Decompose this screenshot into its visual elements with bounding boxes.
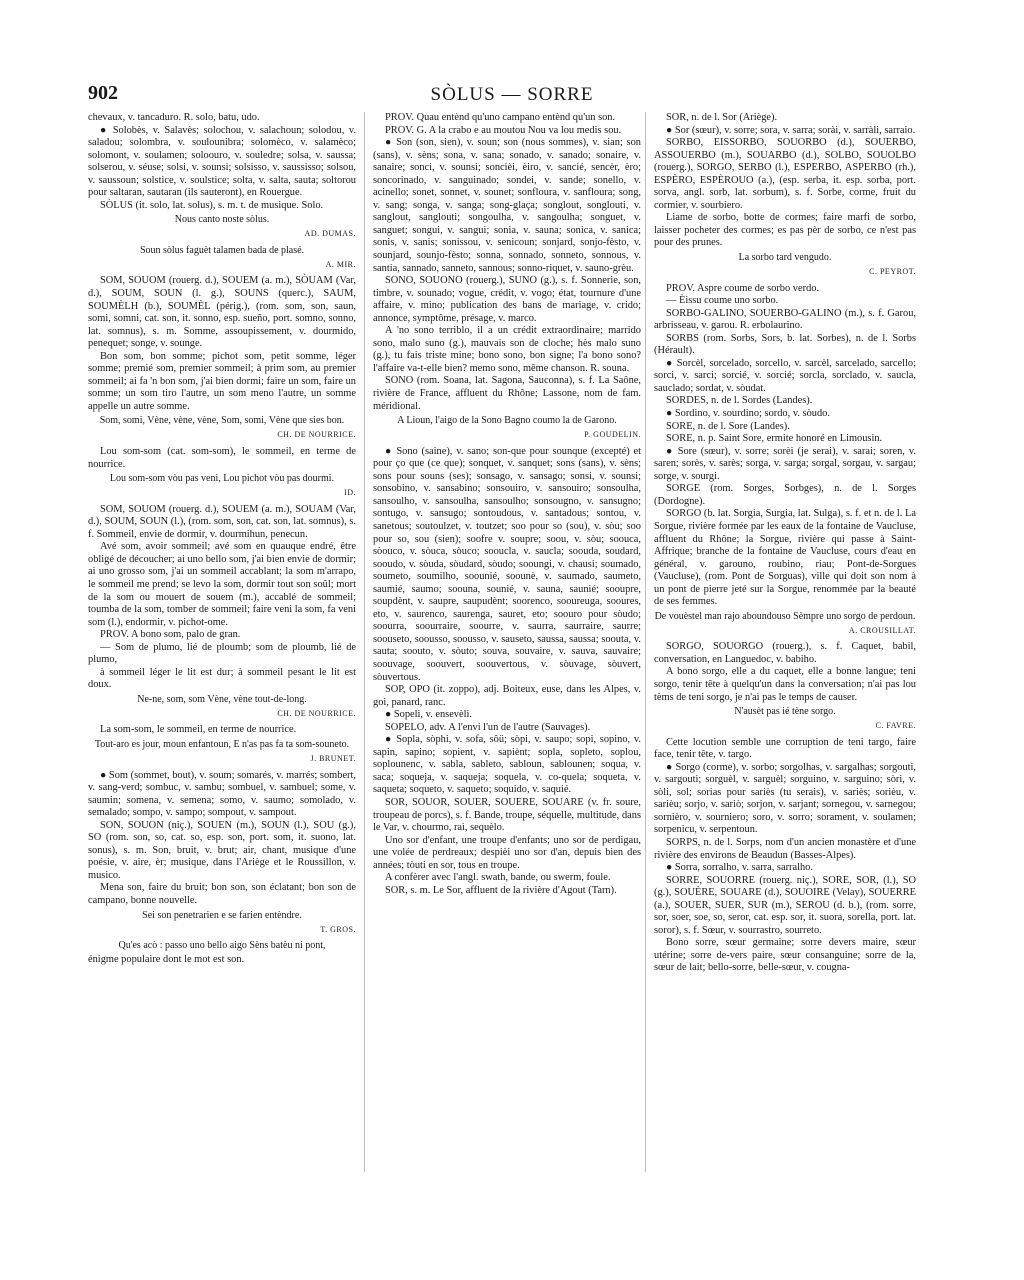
dictionary-entry: SOPELO, adv. A l'envi l'un de l'autre (Sauvages). (385, 721, 591, 733)
quotation-author: C. FAVRE. (875, 721, 916, 731)
dictionary-entry: SORBS (rom. Sorbs, Sors, b. lat. Sorbes), n. de l. Sorbs (Hérault). (654, 332, 916, 357)
dictionary-entry: SOM, SOUOM (rouerg. d.), SOUEM (a. m.), SÒUAM (Var, d.), SOUM, SOUN (l. g.), SOUNS (querc.), SAUM, SOUMÈLH (b.), SOUMÈL (périg.), (rom. som, son, saun, somi, somni, cat. son, it. sonno, esp. sueño, port. somno, sonno, lat. somnus), s. m. Somme, assoupissement, v. dourmido, penequet; songe, v. sounge. (88, 275, 356, 350)
dictionary-entry: PROV. Aspre coume de sorbo verdo. (666, 282, 820, 294)
quotation-author: T. GROS. (320, 924, 356, 934)
dictionary-entry: Avé som, avoir sommeil; avé som en quauque endré, être obligé de découcher; ai uno bello som, j'ai bien envie de dormir; ai uno grosso som, j'ai un sommeil accablant; la som m'arrapo, le sommeil me prend; se levo la som, dormir tout son soûl; mort de la som ou mouert de souem (m.), accablé de sommeil; toumba de la som, tomber de sommeil; faire veni la som, fa veni som (l.), endormir, v. pichot-ome. (88, 541, 356, 628)
dictionary-entry: — Som de plumo, lié de ploumb; som de ploumb, lié de plumo, (88, 641, 356, 666)
dictionary-entry: Liame de sorbo, botte de cormes; faire marfi de sorbo, laisser pocheter des cormes; es pas pèr de sorbo, ce n'est pas pour des prunes. (654, 212, 916, 249)
dictionary-entry: Bono sorre, sœur germaine; sorre devers maire, sœur utérine; sorre de-vers paire, sœur consanguine; sorre de la, sœur de lait; bello-sorre, belle-sœur, v. cougna- (654, 937, 916, 974)
quotation: Lou som-som vòu pas veni, Lou pichot vòu pas dourmi. (109, 473, 335, 485)
dictionary-entry: SORRE, SOUORRE (rouerg. niç.), SORE, SOR, (l.), SO (g.), SOUÈRE, SOUARE (d.), SOUOIRE (Velay), SOUERRE (a.), SOUER, SUER, SUR (m.), SEROU (d. b.), (rom. sorre, sor, soer, soe, so, seror, cat. esp. sor, it. suora, sorella, port. lat. soror), s. f. Sœur, v. sourrastro, sourreto. (654, 874, 916, 936)
quotation: Ne-ne, som, som Vène, vène tout-de-long. (137, 693, 307, 705)
dictionary-entry: énigme populaire dont le mot est son. (88, 954, 245, 966)
dictionary-entry: La som-som, le sommeil, en terme de nourrice. (100, 724, 297, 736)
dictionary-entry: ● Sopeli, v. ensevèli. (385, 709, 472, 721)
dictionary-entry: A bono sorgo, elle a du caquet, elle a bonne langue; teni sorgo, tenir tête à quelqu'un dans la conversation; n'ai pas lou tèms de teni sorgo, je n'ai pas le temps de causer. (654, 666, 916, 703)
dictionary-entry: SOR, SOUOR, SOUER, SOUERE, SOUARE (v. fr. soure, troupeau de porcs), s. f. Bande, troupe, séquelle, multitude, dans le Var, v. chourmo, raì, sequèlo. (373, 796, 641, 834)
dictionary-entry: ● Solobès, v. Salavès; solochou, v. salachoun; solodou, v. saladou; solombra, v. soulounibra; solomèco, v. salamèco; solomont, v. soulamen; soloouro, v. souledre; solsa, v. saussa; solserou, v. séuse; solsi, v. sounsi; solsisso, v. saussisso; solsou, v. saussoun; solstice, v. soulstice; solta, v. salta, sauta; soltorou pour saltaran, sautaran (ils sauteront), en Rouergue. (88, 124, 356, 199)
dictionary-entry: SOP, OPO (it. zoppo), adj. Boiteux, euse, dans les Alpes, v. goi, panard, ranc. (373, 684, 641, 708)
dictionary-entry: Lou som-som (cat. som-som), le sommeil, en terme de nourrice. (88, 446, 356, 470)
dictionary-entry: ● Son (son, sien), v. soun; son (nous sommes), v. sian; son (sans), v. sèns; sona, v. sana; sonado, v. sanado; sonaire, v. sanaire; sonci, v. sounsi; soncièi, èiro, v. sancié, sencèr, èro; soncorinado, v. sanguinado; sondei, v. sande; sonello, v. acinello; sonet, sonnet, v. sounet; sonfloura, v. sanfloura; song, v. sang; songa, v. sanga; song-glaça; songlout, songlouti, v. sanglout, sanglouti; songoulha, v. sangoulha; songuet, v. sanguet; songui, v. sangui; sonia, v. sauna; sonica, v. sanica; sonis, v. sanis; sonissou, v. senicoun; sonjard, sonjo-fèsto, v. sounjard, sounjo-fèsto; sonna, sonnado, sonneto, sonnous, v. santia, sannado, sanneto, sannous; sonno-riquet, v. sauno-grèu. (373, 137, 641, 274)
dictionary-entry: A 'no sono terriblo, il a un crédit extraordinaire; marrido sono, malo suno (g.), mauvais son de cloche; hès malo suno (g.), tu fais triste mine; bono sono, bon signe; l'a bono sono? l'affaire va-t-elle bien? memo sono, même chanson. R. souna. (373, 325, 641, 374)
quotation: Sei son penetrarien e se farien entèndre. (142, 909, 302, 921)
dictionary-entry: Bon som, bon somme; pichot som, petit somme, léger somme; premié som, premier sommeil; à prim som, au premier sommeil; ai fa 'n bon som, j'ai bien dormi; faire un som, faire un somme; un som tiro l'autre, un som meno l'autre, un somme appelle un autre somme. (88, 350, 356, 412)
dictionary-entry: Cette locution semble une corruption de teni targo, faire face, tenir tête, v. targo. (654, 736, 916, 761)
quotation: A Lioun, l'aigo de la Sono Bagno coumo la de Garono. (397, 415, 617, 427)
quotation: Som, somi, Vène, vène, vène, Som, somi, Vène que sies bon. (99, 415, 345, 427)
dictionary-entry: ● Sorcèl, sorcelado, sorcello, v. sarcèl, sarcelado, sarcello; sorci, v. sarci; sorcié, v. sorcié; sorcla, sorclado, v. saucla, sauclado; sordat, v. sòudat. (654, 357, 916, 394)
quotation: Tout-aro es jour, moun enfantoun, E n'as pas fa ta som-souneto. (94, 738, 350, 750)
dictionary-entry: SORBO-GALINO, SOUERBO-GALINO (m.), s. f. Garou, arbrisseau, v. garou. R. erbolaurino. (654, 307, 916, 332)
dictionary-entry: SORE, n. p. Saint Sore, ermite honoré en Limousin. (666, 433, 883, 445)
dictionary-entry: SORBO, EISSORBO, SOUORBO (d.), SOUERBO, ASSOUERBO (m.), SOUARBO (d.), SOLBO, SOUOLBO (rouerg.), SORGO, SERBO (l.), ESPERBO, ASPERBO (rh.), ESPÈRO, ESPÈROUO (a.), (esp. serba, it. esp. sorba, port. sorva, angl. sorb, lat. sorbum), s. f. Sorbe, corme, fruit du cormier, v. sourbiero. (654, 137, 916, 211)
quotation: N'ausèt pas ié tène sorgo. (734, 706, 836, 718)
dictionary-entry: ● Sopla, sòphi, v. sofa, sôü; sòpi, v. saupo; sopi, sopino, v. sapin, sapino; sopient, v. sapiènt; sopla, sopleto, soplou, soplounenc, v. sabla, sableto, sabloun, sablounen; soqua, v. saca; soqueja, v. saqueja; soquela, v. co-quela; soqueta, v. saqueta; soqueto, v. saqueto; soquido, v. saquié. (373, 734, 641, 796)
column-left (88, 112, 356, 1192)
dictionary-entry: A confèrer avec l'angl. swath, bande, ou swerm, foule. (385, 872, 611, 884)
quotation-author: ID. (344, 488, 356, 498)
column-right (654, 112, 916, 1192)
column-divider-left (364, 112, 365, 1172)
dictionary-entry: Uno sor d'enfant, une troupe d'enfants; uno sor de perdigau, une volée de perdreaux; despièi uno sor d'an, depuis bien des années; tòuti en sor, tous en troupe. (373, 834, 641, 871)
dictionary-entry: PROV. A bono som, palo de gran. (100, 629, 241, 641)
quotation-author: A. MIR. (325, 259, 356, 269)
dictionary-entry: SONO, SOUONO (rouerg.), SUNO (g.), s. f. Sonnerie, son, timbre, v. sounado; vogue, crédit, v. vogo; état, tournure d'une affaire, v. mino; publication des bans de mariage, v. crido; annonce, symptôme, présage, v. marco. (373, 275, 641, 324)
dictionary-entry: Mena son, faire du bruit; bon son, son éclatant; bon son de campano, bonne nouvelle. (88, 882, 356, 906)
dictionary-entry: ● Sor (sœur), v. sorre; sora, v. sarra; sorài, v. sarràli, sarraio. (666, 124, 916, 136)
running-header: SÒLUS — SORRE (430, 84, 594, 105)
dictionary-entry: ● Som (sommet, bout), v. soum; somarés, v. marrés; sombert, v. sang-verd; sombuc, v. sambu; sombuel, v. sambuel; some, v. saumin; somena, v. semena; somo, v. saumo; somolado, v. semalado; sompo, v. sampo; sompout, v. sampout. (88, 769, 356, 819)
dictionary-entry: SÒLUS (it. solo, lat. solus), s. m. t. de musique. Solo. (100, 199, 324, 211)
dictionary-entry: SOM, SOUOM (rouerg. d.), SOUEM (a. m.), SOUAM (Var, d.), SOUM, SOUN (l.), (rom. som, son, cat. son, lat. somnus), s. f. Sommeil, envie de dormir, v. dourmihun, penecun. (88, 503, 356, 540)
quotation-author: J. BRUNET. (310, 753, 356, 763)
dictionary-entry: ● Sorgo (corme), v. sorbo; sorgolhas, v. sargalhas; sorgouti, v. sargouti; sorguèl, v. sarguèl; sorguino, v. sarguino; sòri, v. sòli, sol; sorias pour sariès (tu serais), v. sariès; sorièu, v. sarièu; sorjo, v. sariò; sorjon, v. sarjant; sornegou, v. sarnegou; sornièro, v. sourniero; soro, v. sorro; sorament, v. soulamen; sorpenicu, v. serpentoun. (654, 761, 916, 836)
dictionary-entry: chevaux, v. tancaduro. R. solo, batu, udo. (88, 112, 260, 123)
quotation: La sorbo tard vengudo. (738, 252, 832, 264)
dictionary-entry: — Èissu coume uno sorbo. (666, 295, 779, 307)
dictionary-entry: ● Sorra, sorralho, v. sarra, sarralho. (666, 862, 813, 874)
quotation-author: CH. DE NOURRICE. (277, 430, 356, 440)
dictionary-entry: ● Sore (sœur), v. sorre; sorèi (je serai), v. sarai; soren, v. saren; sorès, v. sarès; sorga, v. sarga; sorgal, sorgau, v. sargau; sorge, v. sourgi. (654, 445, 916, 482)
dictionary-entry: SORGE (rom. Sorges, Sorbges), n. de l. Sorges (Dordogne). (654, 483, 916, 507)
quotation: De vouèstel man rajo aboundouso Sèmpre uno sorgo de perdoun. (654, 610, 916, 622)
quotation-author: CH. DE NOURRICE. (277, 708, 356, 718)
column-middle (373, 112, 641, 1192)
quotation: Qu'es acò : passo uno bello aigo Sèns batèu ni pont, (118, 940, 326, 952)
dictionary-entry: SOR, s. m. Le Sor, affluent de la rivière d'Agout (Tarn). (385, 884, 617, 896)
quotation-author: AD. DUMAS. (304, 229, 356, 239)
dictionary-entry: PROV. Quau entènd qu'uno campano entènd qu'un son. (385, 112, 616, 123)
quotation: Soun sòlus faguèt talamen bada de plasé. (139, 244, 305, 256)
column-divider-right (645, 112, 646, 1172)
dictionary-entry: SORPS, n. de l. Sorps, nom d'un ancien monastère et d'une rivière des environs de Beaudun (Basses-Alpes). (654, 836, 916, 861)
dictionary-entry: SONO (rom. Soana, lat. Sagona, Sauconna), s. f. La Saône, rivière de France, affluent du Rhône; Lassone, nom de fam. méridional. (373, 375, 641, 412)
dictionary-entry: SON, SOUON (niç.), SOUEN (m.), SOUN (l.), SOU (g.), SO (rom. son, so, cat. so, esp. son, port. som, it. suono, lat. sonus), s. m. Son, bruit, v. brut; air, chant, musique d'une poésie, v. aire, èr; musique, dans l'Ariège et le Roussillon, v. musico. (88, 819, 356, 881)
quotation-author: P. GOUDELIN. (584, 430, 641, 440)
dictionary-entry: SORGO, SOUORGO (rouerg.), s. f. Caquet, babil, conversation, en Languedoc, v. babiho. (654, 641, 916, 665)
dictionary-entry: SORGO (b. lat. Sorgia, Surgia, lat. Sulga), s. f. et n. de l. La Sorgue, rivière formée par les eaux de la fontaine de Vaucluse, affluent du Rhône; la Sorgue, rivière qui passe à Saint-Affrique; branche de la fontaine de Vaucluse, cours d'eau en général, v. garouno, roubino, riau; Pont-de-Sorgues (Vaucluse), (rom. Pont de Sorguas), ville qui doit son nom à un pont de pierre jeté sur la Sorgue, renommée par la beauté de ses femmes. (654, 508, 916, 608)
dictionary-entry: SORDES, n. de l. Sordes (Landes). (666, 395, 813, 407)
dictionary-entry: PROV. G. A la crabo e au moutou Nou va lou medis sou. (385, 124, 622, 136)
quotation-author: A. CROUSILLAT. (848, 625, 916, 635)
dictionary-entry: à sommeil léger le lit est dur; à sommeil pesant le lit est doux. (88, 666, 356, 691)
dictionary-entry: ● Sono (saine), v. sano; son-que pour sounque (excepté) et pour ço que (ce que); sonquet, v. sanquet; sons (sans), v. sèns; sons pour souns (ses); sonsago, v. sansago; sonsi, v. sounsi; sonsobino, v. sansabino; sonsouiro, v. sansouiro; sonsoulha, sansoulho, v. sansoulha, sansoulho; sonsougno, v. sansugno; sontugo, v. sansugo; sontoudous, v. santadous; sontou, v. sanetous; soutoulzet, v. toutzet; soo pour so (sou), v. sòu; soo pour so, sou (sien); soofre v. soupre; soou, v. sòu; soouca, sòouco, v. sòuca, sòuco; sooucla, v. saucla; soouda, soudard, sooudo, v. sòuda, sòudard, sòudo; sooungi, v. chausi; soumado, soumeto, soumilho, soounié, soounè, v. saumado, saumeto, saumié, saumo; soouna, sounié, v. sauna, saunié; sooupre, soupdènt, v. saupre, saupudènt; soorenco, sooureuga, sooures, eto, v. saurenco, saurenga, sauret, eto; soouro pour sòudo; soourra, soourraire, soourre, v. saurra, saurraire, saurre; soouseto, soousso, soousso, v. sauseto, saussa, saussa; soouta, v. sauta; soouto, v. sòuto; souva, souvaire, v. sauva, sauvaire; soouvage, soouvert, soouvertous, v. sòuvage, sòuvert, sòuvertous. (373, 445, 641, 683)
quotation: Nous canto noste sòlus. (174, 214, 270, 226)
dictionary-entry: SOR, n. de l. Sor (Ariège). (666, 112, 778, 123)
page-number: 902 (88, 82, 118, 104)
dictionary-entry: ● Sordino, v. sourdino; sordo, v. sòudo. (666, 408, 830, 420)
quotation-author: C. PEYROT. (869, 267, 916, 277)
dictionary-entry: SORE, n. de l. Sore (Landes). (666, 420, 790, 432)
